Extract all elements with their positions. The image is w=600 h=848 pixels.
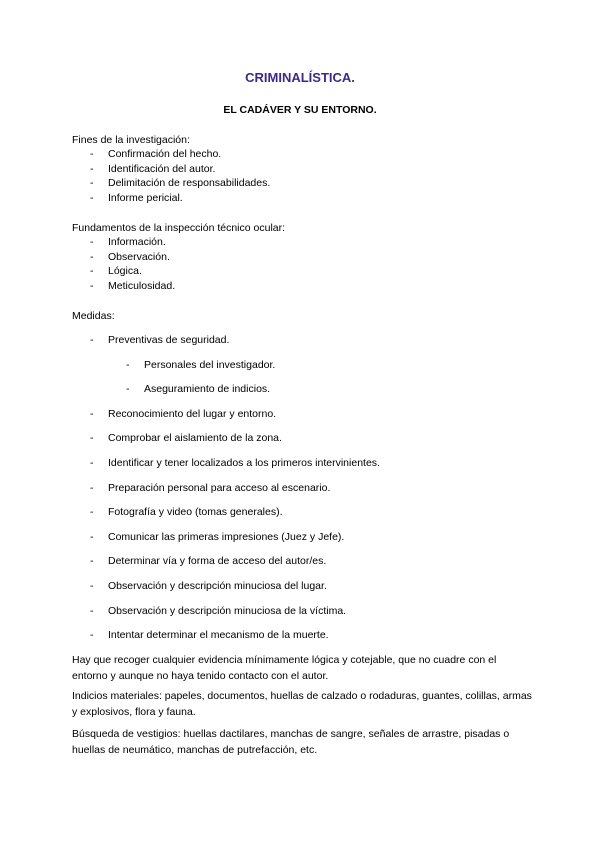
paragraph-indicios: Indicios materiales: papeles, documentos, huellas de calzado o rodaduras, guantes, colillas, armas y explosivos, flora y fauna.	[72, 690, 532, 718]
list-item: - Reconocimiento del lugar y entorno.	[90, 407, 277, 420]
list-item: - Preventivas de seguridad.	[90, 334, 230, 346]
sub-list-item: - Personales del investigador.	[126, 358, 276, 371]
fines-list	[72, 147, 270, 205]
bullet-dash: -	[90, 530, 94, 543]
paragraph-evidencia: Hay que recoger cualquier evidencia mínimamente lógica y cotejable, que no cuadre con el entorno y aunque no haya tenido contacto con el autor.	[72, 654, 497, 682]
bullet-dash: -	[90, 265, 94, 278]
list-item: - Informe pericial.	[90, 191, 183, 204]
list-item: - Observación y descripción minuciosa de la víctima.	[90, 604, 347, 617]
section-heading: Fines de la investigación:	[72, 134, 190, 146]
bullet-dash: -	[90, 334, 94, 346]
list-item: - Comprobar el aislamiento de la zona.	[90, 432, 282, 445]
bullet-dash: -	[90, 481, 94, 494]
section-heading: Fundamentos de la inspección técnico ocular:	[72, 222, 286, 234]
bullet-dash: -	[90, 162, 94, 175]
section-heading: Medidas:	[72, 310, 115, 322]
bullet-dash: -	[90, 629, 94, 642]
bullet-dash: -	[90, 191, 94, 204]
bullet-dash: -	[90, 432, 94, 445]
section-fundamentos	[72, 221, 285, 293]
bullet-dash: -	[90, 407, 94, 420]
paragraph-vestigios: Búsqueda de vestigios: huellas dactilares, manchas de sangre, señales de arrastre, pisadas o huellas de neumático, manchas de putrefacción, etc.	[72, 728, 510, 756]
section-medidas	[72, 309, 380, 653]
section-fines	[72, 133, 270, 205]
sub-list-item: - Aseguramiento de indicios.	[126, 383, 271, 396]
list-item: - Fotografía y video (tomas generales).	[90, 506, 283, 519]
list-item: - Identificación del autor.	[90, 162, 216, 175]
list-item: - Comunicar las primeras impresiones (Juez y Jefe).	[90, 530, 345, 543]
fundamentos-list	[72, 235, 285, 293]
bullet-dash: -	[90, 555, 94, 568]
list-item: - Lógica.	[90, 265, 142, 278]
bullet-dash: -	[90, 250, 94, 263]
list-item: - Observación.	[90, 250, 170, 263]
bullet-dash: -	[90, 177, 94, 190]
document-title: CRIMINALÍSTICA.	[245, 70, 355, 85]
bullet-dash: -	[90, 148, 94, 160]
list-item: - Meticulosidad.	[90, 279, 176, 292]
bullet-dash: -	[90, 456, 94, 469]
list-item: - Identificar y tener localizados a los primeros intervinientes.	[90, 456, 380, 469]
list-item: - Confirmación del hecho.	[90, 148, 222, 160]
bullet-dash: -	[90, 579, 94, 592]
bullet-dash: -	[90, 236, 94, 248]
list-item: - Intentar determinar el mecanismo de la muerte.	[90, 629, 329, 642]
sub-list	[72, 358, 380, 407]
bullet-dash: -	[90, 506, 94, 519]
list-item: - Información.	[90, 236, 166, 248]
list-item: - Preparación personal para acceso al escenario.	[90, 481, 331, 494]
medidas-list	[72, 333, 380, 653]
list-item: - Observación y descripción minuciosa del lugar.	[90, 579, 327, 592]
bullet-dash: -	[126, 383, 130, 396]
bullet-dash: -	[90, 279, 94, 292]
list-item: - Delimitación de responsabilidades.	[90, 177, 271, 190]
document-subtitle: EL CADÁVER Y SU ENTORNO.	[223, 104, 377, 116]
bullet-dash: -	[90, 604, 94, 617]
list-item: - Determinar vía y forma de acceso del autor/es.	[90, 555, 327, 568]
bullet-dash: -	[126, 358, 130, 371]
